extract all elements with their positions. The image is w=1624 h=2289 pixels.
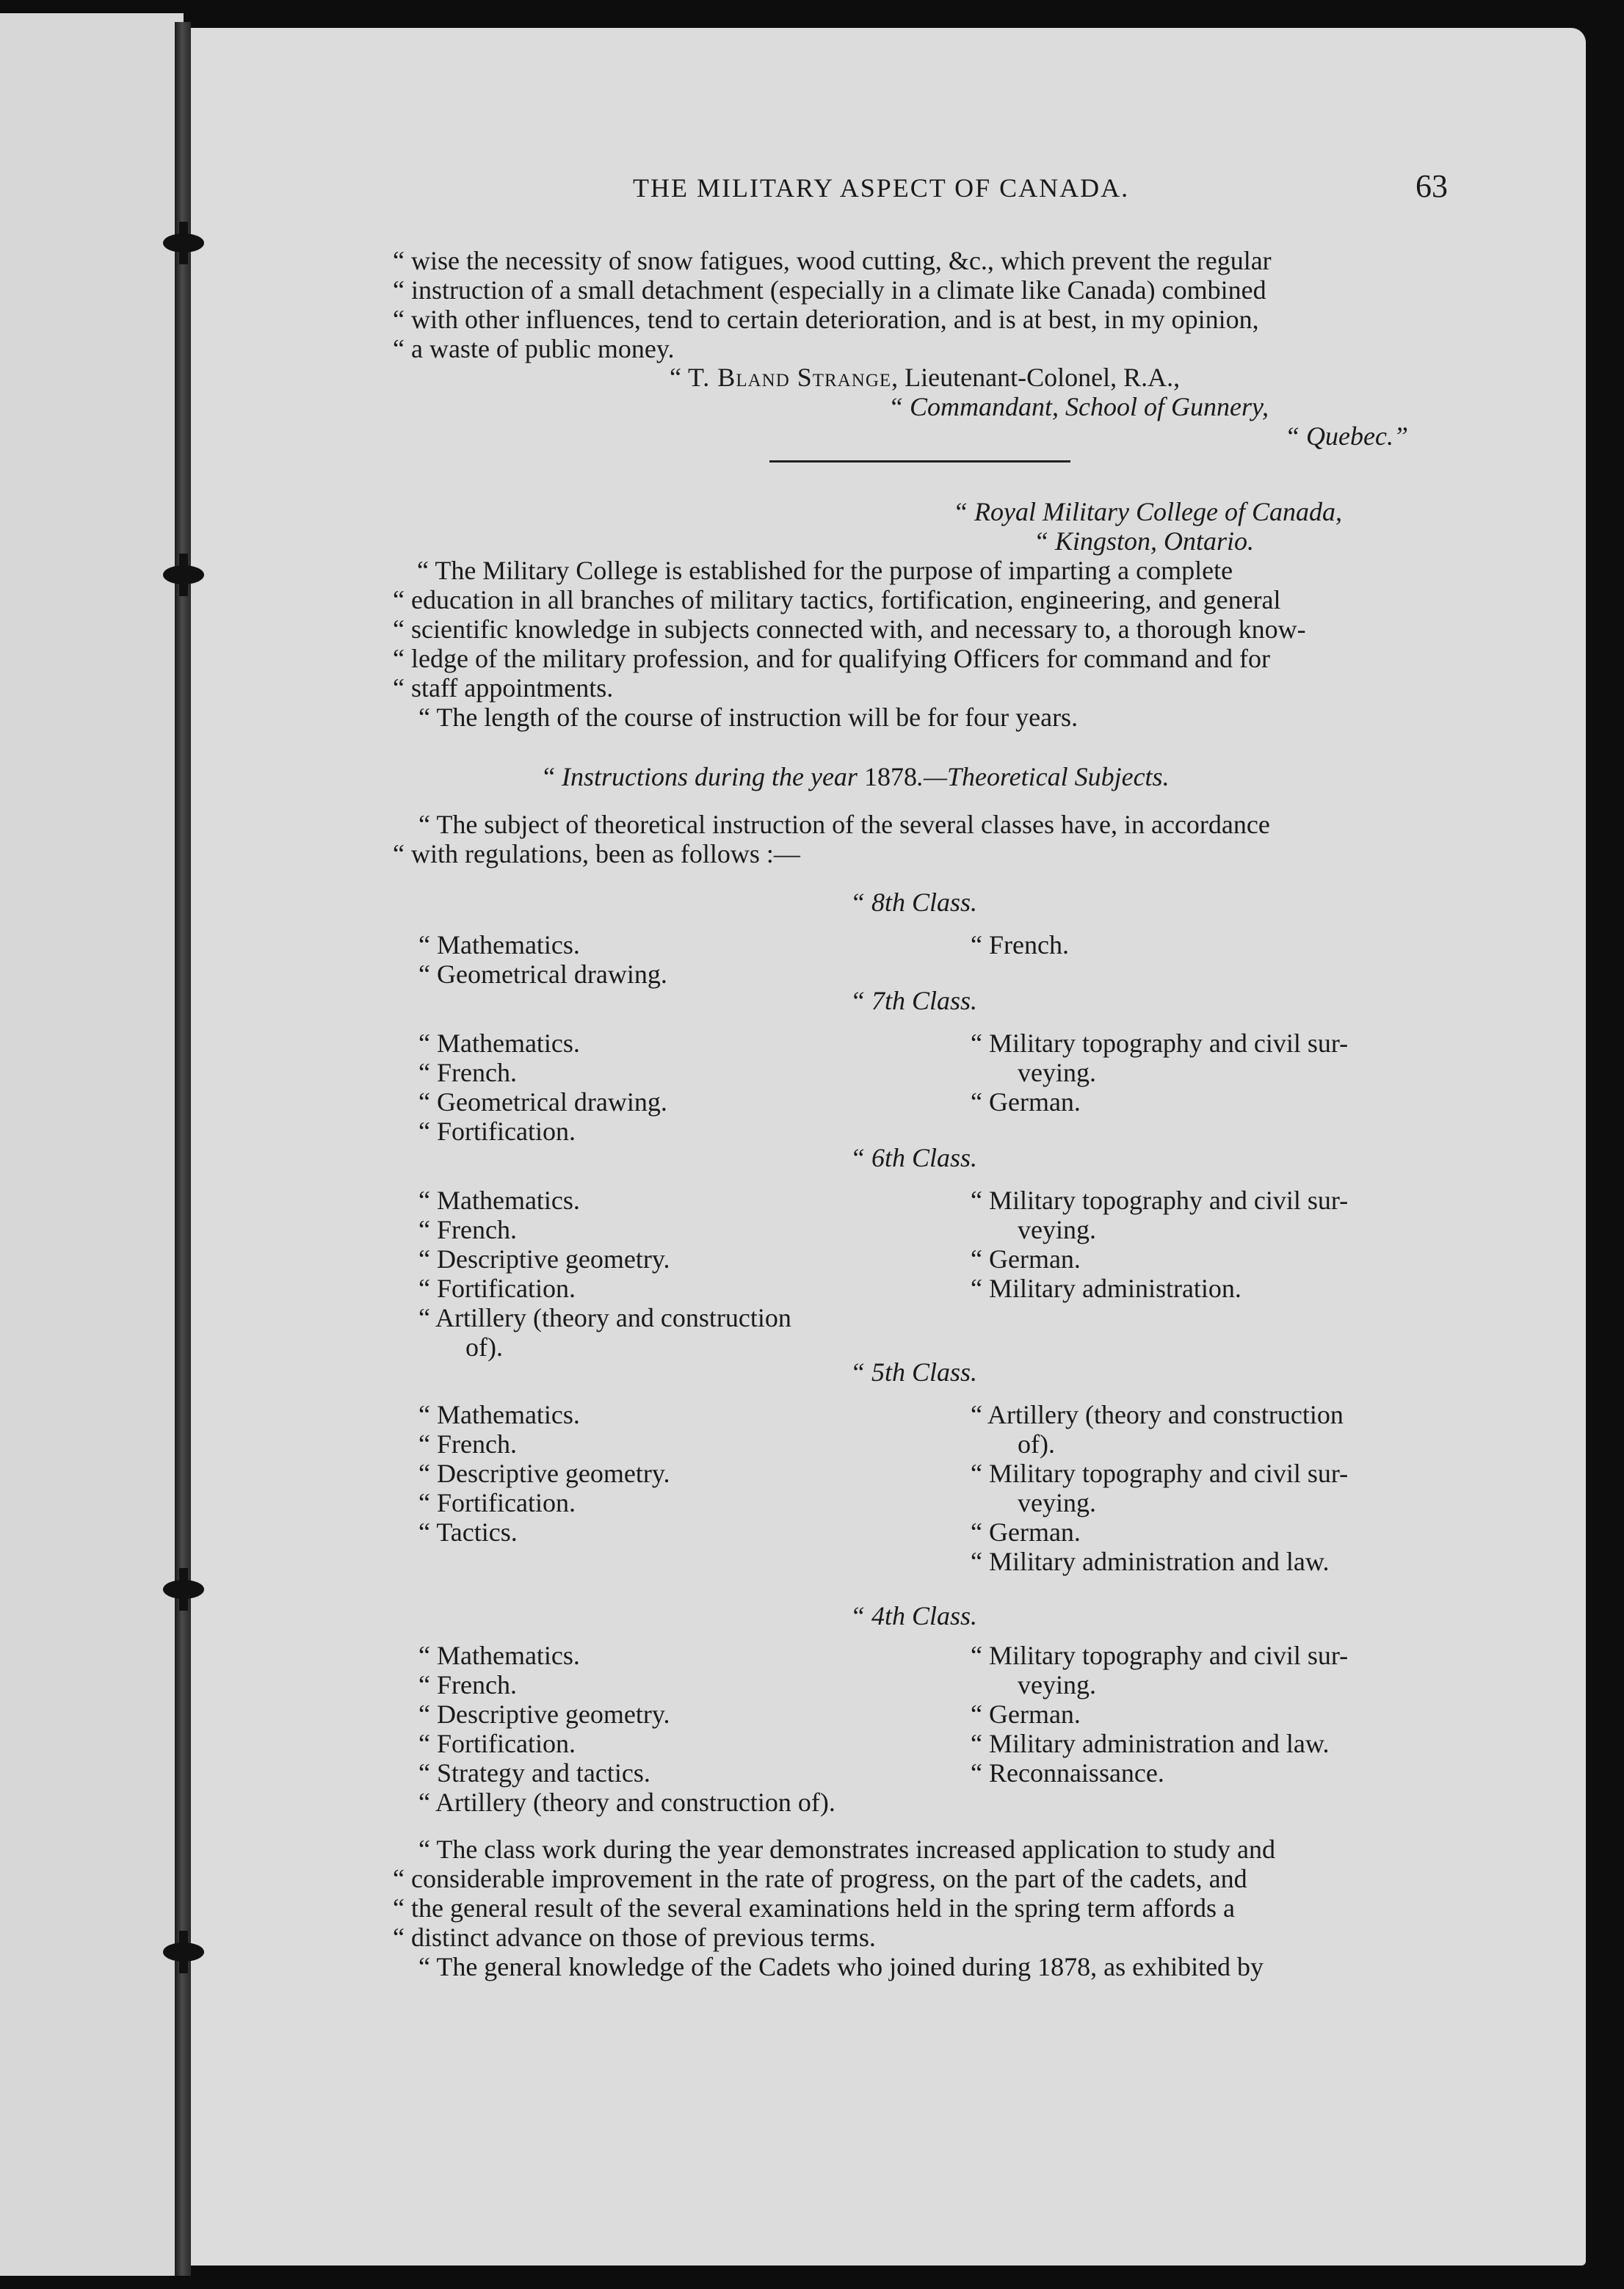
purpose-line: “ scientific knowledge in subjects connected with, and necessary to, a thorough know- <box>393 614 1306 644</box>
subject-item: “ Fortification. <box>418 1117 576 1146</box>
letter-line: “ with other influences, tend to certain deterioration, and is at best, in my opinion, <box>393 305 1259 334</box>
subject-item: “ Geometrical drawing. <box>418 1087 667 1117</box>
letter-line: “ a waste of public money. <box>393 334 675 363</box>
purpose-line: “ ledge of the military profession, and for qualifying Officers for command and for <box>393 644 1270 673</box>
subject-item: “ French. <box>971 930 1069 960</box>
purpose-line: “ education in all branches of military tactics, fortification, engineering, and general <box>393 585 1281 614</box>
class-heading-8th: “ 8th Class. <box>850 888 978 917</box>
subject-item: “ Descriptive geometry. <box>418 1459 670 1488</box>
subject-item: “ Artillery (theory and construction <box>971 1400 1344 1429</box>
subject-item: “ German. <box>971 1517 1081 1547</box>
closing-line: “ considerable improvement in the rate of progress, on the part of the cadets, and <box>393 1864 1247 1893</box>
subject-item-continued: veying. <box>1018 1670 1096 1699</box>
subject-item: “ Military topography and civil sur- <box>971 1029 1349 1058</box>
subject-item: “ German. <box>971 1699 1081 1729</box>
signature-place: “ Quebec.” <box>1285 421 1408 451</box>
subject-item-continued: veying. <box>1018 1488 1096 1517</box>
subject-item: “ Mathematics. <box>418 1186 580 1215</box>
subject-item: “ German. <box>971 1244 1081 1274</box>
class-heading-5th: “ 5th Class. <box>850 1357 978 1387</box>
subject-item: “ Military topography and civil sur- <box>971 1186 1349 1215</box>
section-divider <box>769 460 1070 462</box>
subject-item: “ Military administration and law. <box>971 1547 1330 1576</box>
subject-item: “ Fortification. <box>418 1729 576 1758</box>
letter-line: “ wise the necessity of snow fatigues, wood cutting, &c., which prevent the regular <box>393 246 1272 275</box>
subject-item: “ Reconnaissance. <box>971 1758 1164 1788</box>
class-heading-6th: “ 6th Class. <box>850 1143 978 1172</box>
course-length: “ The length of the course of instruction will be for four years. <box>418 703 1079 732</box>
running-header-title: THE MILITARY ASPECT OF CANADA. <box>633 173 1130 203</box>
signature-name-line: “ T. Bland Strange, Lieutenant-Colonel, R.A., <box>670 363 1181 392</box>
subject-item: “ Military topography and civil sur- <box>971 1459 1349 1488</box>
college-name: “ Royal Military College of Canada, <box>953 497 1342 526</box>
subject-item: “ Mathematics. <box>418 1400 580 1429</box>
section-heading: “ Instructions during the year 1878.—Theoretical Subjects. <box>543 762 1170 791</box>
subject-item: “ French. <box>418 1429 517 1459</box>
subject-item: “ Strategy and tactics. <box>418 1758 650 1788</box>
class-heading-7th: “ 7th Class. <box>850 986 978 1015</box>
subject-item-continued: veying. <box>1018 1215 1096 1244</box>
closing-line: “ the general result of the several examinations held in the spring term affords a <box>393 1893 1235 1923</box>
subject-item: “ French. <box>418 1215 517 1244</box>
subject-item: “ Mathematics. <box>418 930 580 960</box>
subject-item: “ German. <box>971 1087 1081 1117</box>
page-number: 63 <box>1415 168 1448 204</box>
subject-item: “ Mathematics. <box>418 1029 580 1058</box>
subject-item: “ Artillery (theory and construction of). <box>418 1788 835 1817</box>
closing-line: “ The general knowledge of the Cadets who joined during 1878, as exhibited by <box>418 1952 1264 1981</box>
subject-item-continued: veying. <box>1018 1058 1096 1087</box>
subject-item-continued: of). <box>1018 1429 1055 1459</box>
letter-line: “ instruction of a small detachment (especially in a climate like Canada) combined <box>393 275 1266 305</box>
binding-stitch <box>163 565 204 584</box>
class-heading-4th: “ 4th Class. <box>850 1601 978 1630</box>
subject-item-continued: of). <box>465 1332 503 1362</box>
binding-stitch <box>163 1580 204 1599</box>
purpose-line: “ The Military College is established for the purpose of imparting a complete <box>417 556 1233 585</box>
binding-stitch <box>163 1942 204 1962</box>
binding-stitch <box>163 233 204 253</box>
college-location: “ Kingston, Ontario. <box>1034 526 1255 556</box>
subject-item: “ French. <box>418 1058 517 1087</box>
intro-line: “ with regulations, been as follows :— <box>393 839 800 868</box>
subject-item: “ Fortification. <box>418 1488 576 1517</box>
subject-item: “ Military topography and civil sur- <box>971 1641 1349 1670</box>
intro-line: “ The subject of theoretical instruction of the several classes have, in accordance <box>418 810 1270 839</box>
signature-title: “ Commandant, School of Gunnery, <box>888 392 1269 421</box>
subject-item: “ Fortification. <box>418 1274 576 1303</box>
subject-item: “ Tactics. <box>418 1517 518 1547</box>
signatory-name: T. Bland Strange <box>687 363 892 392</box>
subject-item: “ French. <box>418 1670 517 1699</box>
facing-page-edge <box>0 13 184 2276</box>
subject-item: “ Descriptive geometry. <box>418 1244 670 1274</box>
closing-line: “ distinct advance on those of previous terms. <box>393 1923 876 1952</box>
subject-item: “ Artillery (theory and construction <box>418 1303 791 1332</box>
subject-item: “ Geometrical drawing. <box>418 960 667 989</box>
subject-item: “ Mathematics. <box>418 1641 580 1670</box>
purpose-line: “ staff appointments. <box>393 673 614 703</box>
subject-item: “ Military administration and law. <box>971 1729 1330 1758</box>
subject-item: “ Military administration. <box>971 1274 1241 1303</box>
subject-item: “ Descriptive geometry. <box>418 1699 670 1729</box>
closing-line: “ The class work during the year demonstrates increased application to study and <box>418 1835 1275 1864</box>
